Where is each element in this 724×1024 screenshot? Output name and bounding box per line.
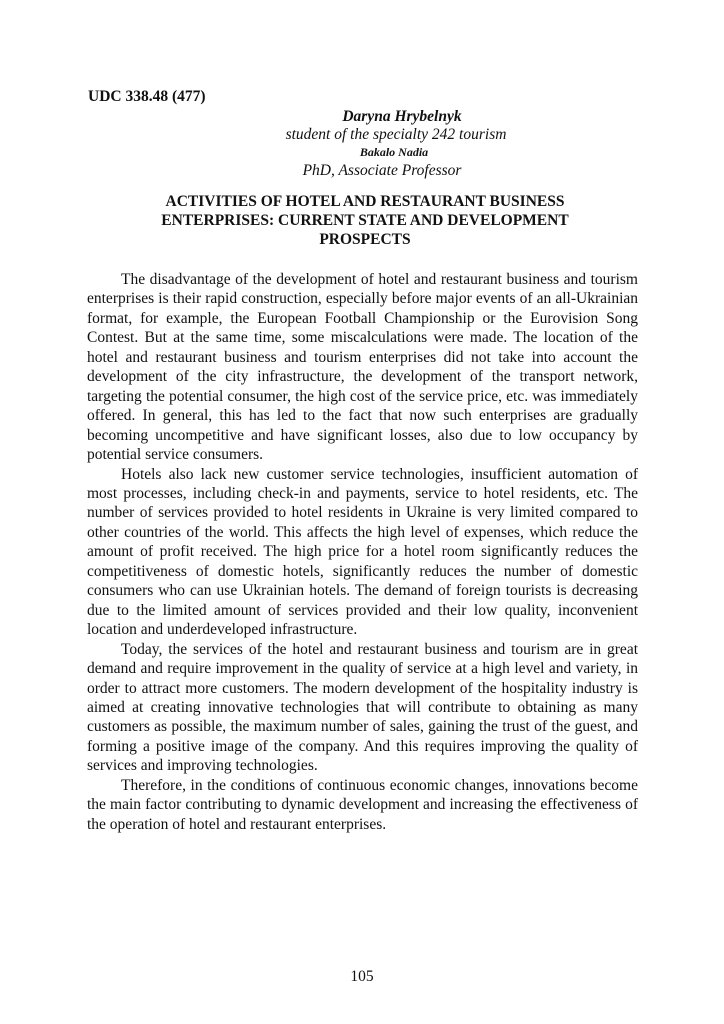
- paragraph: Today, the services of the hotel and restaurant business and tourism are in great demand and require improvement in the quality of service at a high level and variety, in order to attract more customers. The modern development of the hospitality industry is aimed at creating innovative technologies that will contribute to obtaining as many customers as possible, the maximum number of sales, gaining the trust of the guest, and forming a positive image of the company. And this requires improving the quality of services and improving technologies.: [87, 640, 638, 775]
- advisor-name: Bakalo Nadia: [359, 145, 429, 159]
- author-role: student of the specialty 242 tourism: [285, 126, 507, 143]
- page-number: 105: [350, 968, 374, 985]
- advisor-role: PhD, Associate Professor: [302, 162, 462, 179]
- article-body: [87, 270, 638, 834]
- paragraph: The disadvantage of the development of hotel and restaurant business and tourism enterprises is their rapid construction, especially before major events of an all-Ukrainian format, for example, the European Football Championship or the Eurovision Song Contest. But at the same time, some miscalculations were made. The location of the hotel and restaurant business and tourism enterprises did not take into account the development of the city infrastructure, the development of the transport network, targeting the potential consumer, the high cost of the service price, etc. was immediately offered. In general, this has led to the fact that now such enterprises are gradually becoming uncompetitive and have significant losses, also due to low occupancy by potential service consumers.: [87, 271, 638, 464]
- author-block: [0, 108, 724, 181]
- article-title: ACTIVITIES OF HOTEL AND RESTAURANT BUSINESS ENTERPRISES: CURRENT STATE AND DEVELOPMENT PROSPECTS: [161, 193, 569, 248]
- paragraph: Therefore, in the conditions of continuous economic changes, innovations become the main factor contributing to dynamic development and increasing the effectiveness of the operation of hotel and restaurant enterprises.: [87, 776, 638, 833]
- paragraph: Hotels also lack new customer service technologies, insufficient automation of most processes, including check-in and payments, service to hotel residents, etc. The number of services provided to hotel residents in Ukraine is very limited compared to other countries of the world. This affects the high level of expenses, which reduce the amount of profit received. The high price for a hotel room significantly reduces the competitiveness of domestic hotels, significantly reduces the number of domestic consumers who can use Ukrainian hotels. The demand of foreign tourists is decreasing due to the limited amount of services provided and their low quality, inconvenient location and underdeveloped infrastructure.: [87, 465, 638, 639]
- author-name: Daryna Hrybelnyk: [342, 108, 462, 125]
- udc-code: UDC 338.48 (477): [88, 88, 206, 105]
